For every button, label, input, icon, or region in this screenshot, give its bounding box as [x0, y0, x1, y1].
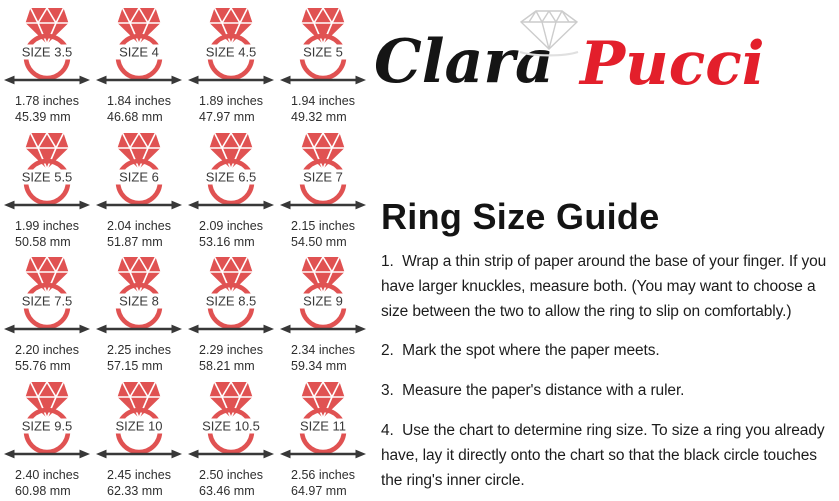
ring-measurements [107, 218, 171, 251]
measurement-mm: 53.16 mm [199, 234, 255, 249]
measurement-mm: 50.58 mm [15, 234, 71, 249]
instructions [381, 250, 839, 493]
measurement-inches: 1.84 inches [107, 94, 171, 108]
ring-size-label: SIZE 4 [119, 44, 159, 60]
ring-measurements [107, 93, 171, 126]
ring-size-label: SIZE 6 [119, 169, 159, 184]
ring-size-label: SIZE 5.5 [21, 169, 73, 184]
gem-icon [302, 257, 345, 293]
ring-size-label: SIZE 6.5 [205, 169, 257, 184]
ring-measurements [199, 93, 263, 126]
measurement-inches: 1.89 inches [199, 94, 263, 108]
measurement-inches: 2.56 inches [291, 467, 355, 482]
measurement-mm: 62.33 mm [107, 483, 163, 498]
ring-size-label: SIZE 10 [115, 418, 163, 433]
ring-size-label: SIZE 8 [119, 293, 159, 309]
ring-size-label: SIZE 8.5 [205, 293, 257, 309]
guide-step: 2. Mark the spot where the paper meets. [381, 342, 660, 360]
ring-illustration [93, 255, 185, 335]
measurement-mm: 55.76 mm [15, 359, 71, 374]
ring-size-label: SIZE 11 [299, 418, 347, 433]
ring-cell [1, 127, 93, 252]
ring-cell [93, 2, 185, 127]
measurement-inches: 2.29 inches [199, 343, 263, 357]
measurement-inches: 2.45 inches [107, 467, 171, 482]
ring-illustration [93, 380, 185, 460]
ring-size-label: SIZE 7 [303, 169, 343, 184]
ring-cell [277, 127, 369, 252]
measurement-mm: 58.21 mm [199, 359, 255, 374]
measurement-mm: 54.50 mm [291, 234, 347, 249]
gem-icon [302, 133, 345, 169]
ring-measurements [15, 218, 79, 251]
measurement-inches: 2.15 inches [291, 218, 355, 233]
gem-icon [118, 382, 161, 418]
brand-name-clara: Clara [374, 27, 554, 97]
ring-illustration [185, 6, 277, 86]
ring-size-label: SIZE 7.5 [21, 293, 73, 309]
gem-icon [118, 133, 161, 169]
ring-cell [185, 376, 277, 501]
gem-icon [26, 382, 69, 418]
ring-measurements [291, 218, 355, 251]
ring-illustration [277, 380, 369, 460]
ring-illustration [1, 380, 93, 460]
measurement-inches: 1.99 inches [15, 218, 79, 233]
gem-icon [26, 257, 69, 293]
ring-cell [185, 2, 277, 127]
brand-logo [374, 18, 794, 110]
measurement-inches: 2.25 inches [107, 343, 171, 357]
measurement-mm: 64.97 mm [291, 483, 347, 498]
ring-measurements [107, 467, 171, 500]
measurement-inches: 1.94 inches [291, 94, 355, 108]
ring-cell [185, 251, 277, 376]
gem-icon [118, 8, 161, 44]
ring-illustration [185, 131, 277, 211]
ring-cell [277, 251, 369, 376]
gem-icon [210, 382, 253, 418]
ring-cell [93, 127, 185, 252]
gem-icon [26, 133, 69, 169]
measurement-inches: 2.34 inches [291, 343, 355, 357]
brand-name-pucci: Pucci [580, 29, 765, 99]
ring-measurements [291, 467, 355, 500]
measurement-mm: 49.32 mm [291, 110, 347, 125]
ring-cell [277, 2, 369, 127]
ring-illustration [93, 6, 185, 86]
ring-cell [93, 376, 185, 501]
measurement-mm: 57.15 mm [107, 359, 163, 374]
measurement-mm: 59.34 mm [291, 359, 347, 374]
ring-illustration [277, 6, 369, 86]
ring-measurements [199, 218, 263, 251]
measurement-inches: 2.09 inches [199, 218, 263, 233]
ring-size-label: SIZE 5 [303, 44, 343, 60]
diamond-outline-icon [514, 6, 584, 58]
gem-icon [26, 8, 69, 44]
guide-title: Ring Size Guide [381, 196, 660, 237]
guide-step: 4. Use the chart to determine ring size. To size a ring you already have, lay it directly onto the chart so that the black circle touches the ring's inner circle. [381, 421, 829, 489]
ring-measurements [15, 342, 79, 375]
guide-step: 1. Wrap a thin strip of paper around the base of your finger. If you have larger knuckles, measure both. (You may want to choose a size between the two to allow the ring to slip on comfortably.) [381, 253, 831, 320]
ring-size-label: SIZE 10.5 [202, 418, 260, 433]
measurement-mm: 51.87 mm [107, 234, 163, 249]
ring-cell [1, 376, 93, 501]
ring-illustration [277, 255, 369, 335]
ring-measurements [107, 342, 171, 375]
gem-icon [210, 133, 253, 169]
measurement-inches: 2.40 inches [15, 467, 79, 482]
ring-measurements [15, 467, 79, 500]
measurement-mm: 45.39 mm [15, 110, 71, 125]
ring-measurements [15, 93, 79, 126]
ring-measurements [291, 93, 355, 126]
ring-illustration [185, 255, 277, 335]
ring-illustration [185, 380, 277, 460]
measurement-mm: 63.46 mm [199, 483, 255, 498]
ring-measurements [291, 342, 355, 375]
gem-icon [302, 382, 345, 418]
ring-size-label: SIZE 4.5 [205, 44, 257, 60]
ring-illustration [1, 255, 93, 335]
measurement-mm: 46.68 mm [107, 110, 163, 125]
ring-cell [1, 251, 93, 376]
ring-size-label: SIZE 3.5 [21, 44, 73, 60]
measurement-mm: 47.97 mm [199, 110, 255, 125]
guide-step: 3. Measure the paper's distance with a ruler. [381, 382, 685, 400]
measurement-inches: 2.50 inches [199, 467, 263, 482]
ring-illustration [277, 131, 369, 211]
ring-cell [185, 127, 277, 252]
ring-measurements [199, 342, 263, 375]
gem-icon [118, 257, 161, 293]
ring-size-label: SIZE 9 [303, 293, 343, 309]
measurement-mm: 60.98 mm [15, 483, 71, 498]
ring-cell [1, 2, 93, 127]
gem-icon [210, 8, 253, 44]
measurement-inches: 2.20 inches [15, 343, 79, 357]
ring-grid [1, 2, 369, 500]
ring-size-label: SIZE 9.5 [21, 418, 73, 433]
ring-illustration [1, 131, 93, 211]
ring-illustration [1, 6, 93, 86]
ring-cell [93, 251, 185, 376]
ring-illustration [93, 131, 185, 211]
measurement-inches: 1.78 inches [15, 94, 79, 108]
ring-measurements [199, 467, 263, 500]
ring-cell [277, 376, 369, 501]
gem-icon [302, 8, 345, 44]
gem-icon [210, 257, 253, 293]
measurement-inches: 2.04 inches [107, 218, 171, 233]
